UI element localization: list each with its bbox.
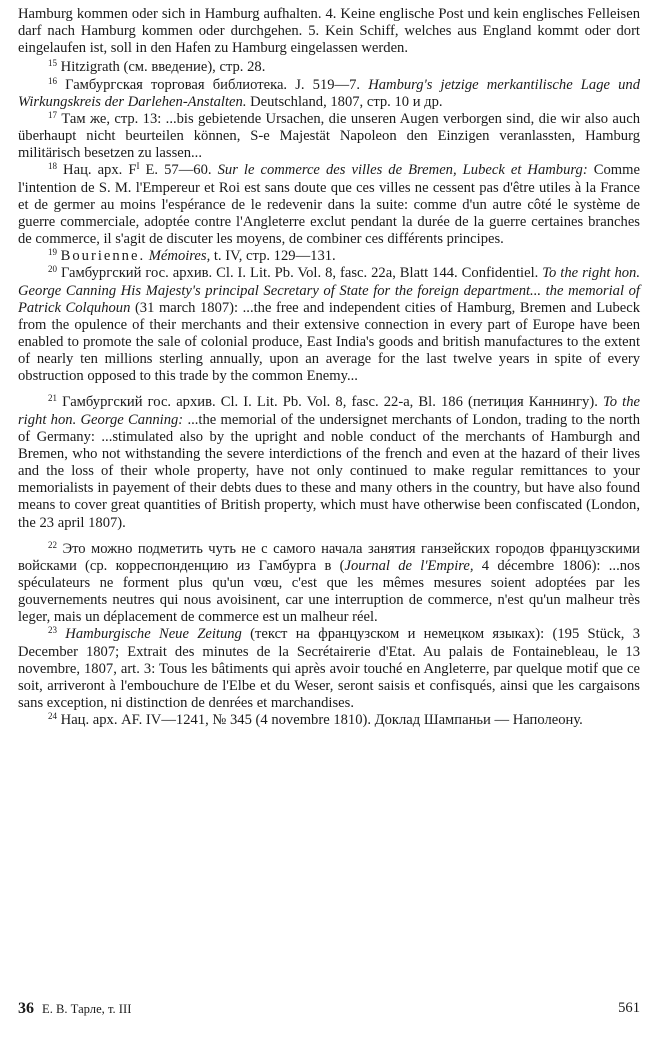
footnote-text: Deutschland, 1807, стр. 10 и др. xyxy=(246,93,443,110)
footnote-text: (текст на французском и немецком языках): (195 Stück, 3 December 1807; Extrait des minutes de la Secrétairerie d'Etat. Au palais de Fontainebleau, le 13 novembre, 1807, art. 3: Tous les bâtiments qui après avoir touché en Angleterre, par quelque motif que ce soit, arriveront à l'embouchure de l'Elbe et du Weser, seront saisis et confisqués, ainsi que les cargaisons sans exception, ni distinction de denrées et marchandises. xyxy=(18,626,640,712)
intro-paragraph: Hamburg kommen oder sich in Hamburg aufhalten. 4. Keine englische Post und kein englisches Felleisen darf nach Hamburg kommen oder durchgehen. 5. Kein Schiff, welches aus England kommt oder dort eingelaufen ist, soll in den Hafen zu Hamburg eingelassen werden. xyxy=(18,6,640,57)
footnote-number: 16 xyxy=(48,75,57,86)
footnote-text: Нац. арх. F xyxy=(63,162,137,179)
footnote-number: 21 xyxy=(48,393,57,404)
signature-number: 36 xyxy=(18,1000,34,1017)
footnote-text: E. 57—60. xyxy=(139,162,218,179)
footnote-number: 18 xyxy=(48,161,57,172)
footnote-16 xyxy=(18,77,640,111)
page-footer xyxy=(18,1000,640,1018)
footnote-22 xyxy=(18,541,640,627)
page-number: 561 xyxy=(618,1000,640,1016)
italic-text: Sur le commerce des villes de Bremen, Lubeck et Hamburg: xyxy=(217,162,588,179)
italic-text: Mémoires, xyxy=(148,248,211,265)
footnote-number: 15 xyxy=(48,58,57,69)
footnotes-page xyxy=(18,6,640,729)
footnote-text: Гамбургский гос. архив. Cl. I. Lit. Pb. Vol. 8, fasc. 22a, Blatt 144. Confidentiel. xyxy=(60,265,543,282)
signature xyxy=(18,1000,131,1018)
footnote-text: Нац. арх. AF. IV—1241, № 345 (4 novembre 1810). Доклад Шампаньи — Наполеону. xyxy=(60,712,583,729)
italic-text: Hamburgische Neue Zeitung xyxy=(65,626,242,643)
footnote-number: 19 xyxy=(48,247,57,258)
footnote-text: Comme l'intention de S. M. l'Empereur et Roi est sans doute que ces villes ne cessent pas d'être utiles à la France et de germer au moins l'espérance de le redevenir dans la suite: comme d'un autre côté le système de guerre commerciale, adoptée contre l'Angleterre exclut pendant la durée de la guerre certaines branches de commerce, il s'agit de discuter les moyens, de combiner ces différents principes. xyxy=(18,162,640,248)
footnote-text: ...the memorial of the undersignet merchants of London, trading to the north of Germany: ...stimulated also by the upright and noble conduct of the merchants of Hamburgh and Bremen, who not withstanding the severe interdictions of the french and even at the hazard of their lives and the loss of their whole property, have not only continued to make regular remittances to your memorialists in payement of their debts dues to these and many others in the country, but have also found means to cover great quantities of British property, which must have otherwise been confiscated (London, the 23 april 1807). xyxy=(18,411,640,531)
italic-text: To the right hon. George Canning: xyxy=(18,394,640,428)
footnote-text: Это можно подметить чуть не с самого начала занятия ганзейских городов французскими войсками (ср. корреспонденцию из Гамбурга в ( xyxy=(18,540,640,574)
italic-text: To the right hon. George Canning His Majesty's principal Secretary of State for the foreign department... the memorial of Patrick Colquhoun xyxy=(18,265,640,316)
footnote-21 xyxy=(18,394,640,531)
footnote-text: t. IV, стр. 129—131. xyxy=(210,248,336,265)
footnote-text: Там же, стр. 13: ...bis gebietende Ursachen, die unseren Augen verborgen sind, die wir also auch überhaupt nicht beurteilen können, S-e Majestät Napoleon den Einzigen veranlassten, Hamburg militärisch besetzen zu lassen... xyxy=(18,110,640,162)
footnote-text: (31 march 1807): ...the free and independent cities of Hamburg, Bremen and Lubeck from the opulence of their merchants and their extensive connection in every part of Europe have been enabled to promote the sale of colonial produce, East India's goods and british manufactures to the extent of nearly ten millions sterling annually, upon an average for the last twelve years in spite of every obstruction opposed to this trade by the common Enemy... xyxy=(18,299,640,385)
footnote-23 xyxy=(18,626,640,712)
footnote-text: 4 décembre 1806): ...nos spéculateurs ne forment plus qu'un vœu, c'est que les mêmes mesures soient adoptées par les gouvernements neutres qui nous avoisinent, car une interruption de commerce, n'est qu'un malheur très leger, mais un déplacement de commerce est un malheur réel. xyxy=(18,557,640,626)
footnote-17 xyxy=(18,111,640,162)
footnote-15 xyxy=(18,59,640,76)
footnote-19 xyxy=(18,248,640,265)
footnote-number: 24 xyxy=(48,711,57,722)
italic-text: Hamburg's jetzige merkantilische Lage und Wirkungskreis der Darlehen-Anstalten. xyxy=(18,76,640,110)
footnote-text: Bourienne. xyxy=(60,248,146,265)
footnote-text: I xyxy=(136,161,140,172)
signature-text: Е. В. Тарле, т. III xyxy=(42,1002,132,1016)
italic-text: Journal de l'Empire, xyxy=(344,557,474,574)
footnote-text: Гамбургская торговая библиотека. J. 519—7. xyxy=(65,76,369,93)
footnote-number: 17 xyxy=(48,109,57,120)
footnote-list xyxy=(18,59,640,729)
footnote-20 xyxy=(18,265,640,385)
footnote-number: 22 xyxy=(48,539,57,550)
footnote-text: Hitzigrath (см. введение), стр. 28. xyxy=(60,59,266,76)
footnote-number: 23 xyxy=(48,625,57,636)
footnote-number: 20 xyxy=(48,264,57,275)
footnote-18 xyxy=(18,162,640,248)
footnote-24 xyxy=(18,712,640,729)
footnote-text: Гамбургский гос. архив. Cl. I. Lit. Pb. Vol. 8, fasc. 22-a, Bl. 186 (петиция Каннингу). xyxy=(62,394,603,411)
